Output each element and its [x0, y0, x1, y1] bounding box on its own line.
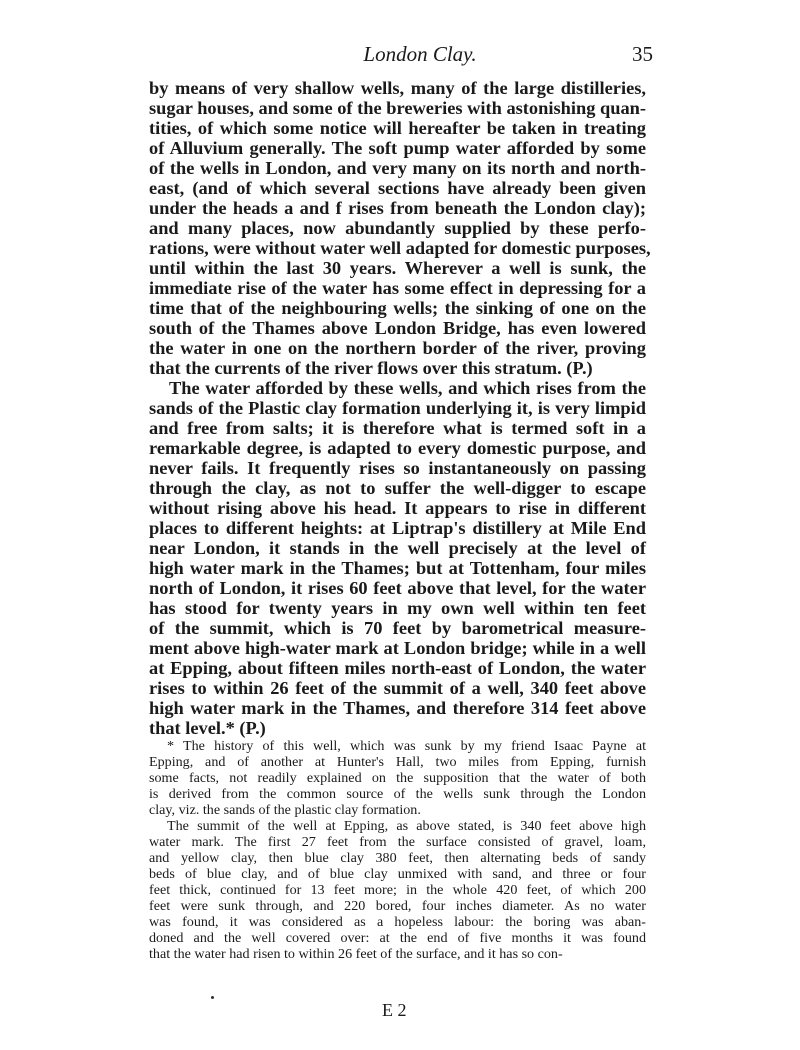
footnote-line: doned and the well covered over: at the end of five months it was found — [149, 930, 646, 946]
footnote-line: some facts, not readily explained on the supposition that the water of both — [149, 770, 646, 786]
footnote-line: water mark. The first 27 feet from the surface consisted of gravel, loam, — [149, 834, 646, 850]
text-line: by means of very shallow wells, many of the large distilleries, — [149, 78, 646, 98]
text-line: tities, of which some notice will hereafter be taken in treating — [149, 118, 646, 138]
text-line: immediate rise of the water has some effect in depressing for a — [149, 278, 646, 298]
running-title: London Clay. — [363, 42, 477, 66]
footnote-line: is derived from the common source of the wells sunk through the London — [149, 786, 646, 802]
signature-mark: E 2 — [382, 1000, 407, 1020]
text-line: under the heads a and f rises from beneath the London clay); — [149, 198, 646, 218]
text-line: the water in one on the northern border of the river, proving — [149, 338, 646, 358]
footnote-line: and yellow clay, then blue clay 380 feet, then alternating beds of sandy — [149, 850, 646, 866]
text-line: that level.* (P.) — [149, 718, 266, 738]
text-line: of Alluvium generally. The soft pump water afforded by some — [149, 138, 646, 158]
text-line: near London, it stands in the well precisely at the level of — [149, 538, 646, 558]
text-line: never fails. It frequently rises so instantaneously on passing — [149, 458, 646, 478]
footnote-line: was found, it was considered as a hopeless labour: the boring was aban- — [149, 914, 646, 930]
stray-dot-mark — [211, 996, 214, 999]
text-line: south of the Thames above London Bridge, has even lowered — [149, 318, 646, 338]
footnote-line: * The history of this well, which was sunk by my friend Isaac Payne at — [167, 738, 646, 754]
footnote-line: beds of blue clay, and of blue clay unmixed with sand, and three or four — [149, 866, 646, 882]
footnote-line: The summit of the well at Epping, as above stated, is 340 feet above high — [167, 818, 646, 834]
text-line: time that of the neighbouring wells; the sinking of one on the — [149, 298, 646, 318]
text-line: high water mark in the Thames, and therefore 314 feet above — [149, 698, 646, 718]
text-line: The water afforded by these wells, and which rises from the — [169, 378, 646, 398]
text-line: at Epping, about fifteen miles north-east of London, the water — [149, 658, 646, 678]
text-line: through the clay, as not to suffer the well-digger to escape — [149, 478, 646, 498]
footnote-line: feet thick, continued for 13 feet more; in the whole 420 feet, of which 200 — [149, 882, 646, 898]
text-line: east, (and of which several sections have already been given — [149, 178, 646, 198]
main-text — [149, 78, 651, 738]
text-line: without rising above his head. It appears to rise in different — [149, 498, 646, 518]
text-line: has stood for twenty years in my own well within ten feet — [149, 598, 646, 618]
text-line: of the wells in London, and very many on its north and north- — [149, 158, 646, 178]
text-line: rises to within 26 feet of the summit of a well, 340 feet above — [149, 678, 646, 698]
text-line: and many places, now abundantly supplied by these perfo- — [149, 218, 646, 238]
footnote-line: feet were sunk through, and 220 bored, four inches diameter. As no water — [149, 898, 646, 914]
running-head — [0, 42, 800, 72]
footnote-line: that the water had risen to within 26 feet of the surface, and it has so con- — [149, 946, 563, 962]
footnote-block — [149, 738, 646, 962]
text-line: and free from salts; it is therefore what is termed soft in a — [149, 418, 646, 438]
text-line: north of London, it rises 60 feet above that level, for the water — [149, 578, 646, 598]
text-line: ment above high-water mark at London bridge; while in a well — [149, 638, 646, 658]
page-number: 35 — [632, 42, 653, 66]
text-line: high water mark in the Thames; but at Tottenham, four miles — [149, 558, 646, 578]
text-line: rations, were without water well adapted for domestic purposes, — [149, 238, 651, 258]
text-line: until within the last 30 years. Wherever a well is sunk, the — [149, 258, 646, 278]
text-line: sugar houses, and some of the breweries with astonishing quan- — [149, 98, 646, 118]
text-line: remarkable degree, is adapted to every domestic purpose, and — [149, 438, 646, 458]
text-line: places to different heights: at Liptrap's distillery at Mile End — [149, 518, 646, 538]
footnote-line: clay, viz. the sands of the plastic clay formation. — [149, 802, 421, 818]
footnote-line: Epping, and of another at Hunter's Hall, two miles from Epping, furnish — [149, 754, 646, 770]
text-line: that the currents of the river flows over this stratum. (P.) — [149, 358, 593, 378]
text-line: sands of the Plastic clay formation underlying it, is very limpid — [149, 398, 646, 418]
text-line: of the summit, which is 70 feet by barometrical measure- — [149, 618, 646, 638]
